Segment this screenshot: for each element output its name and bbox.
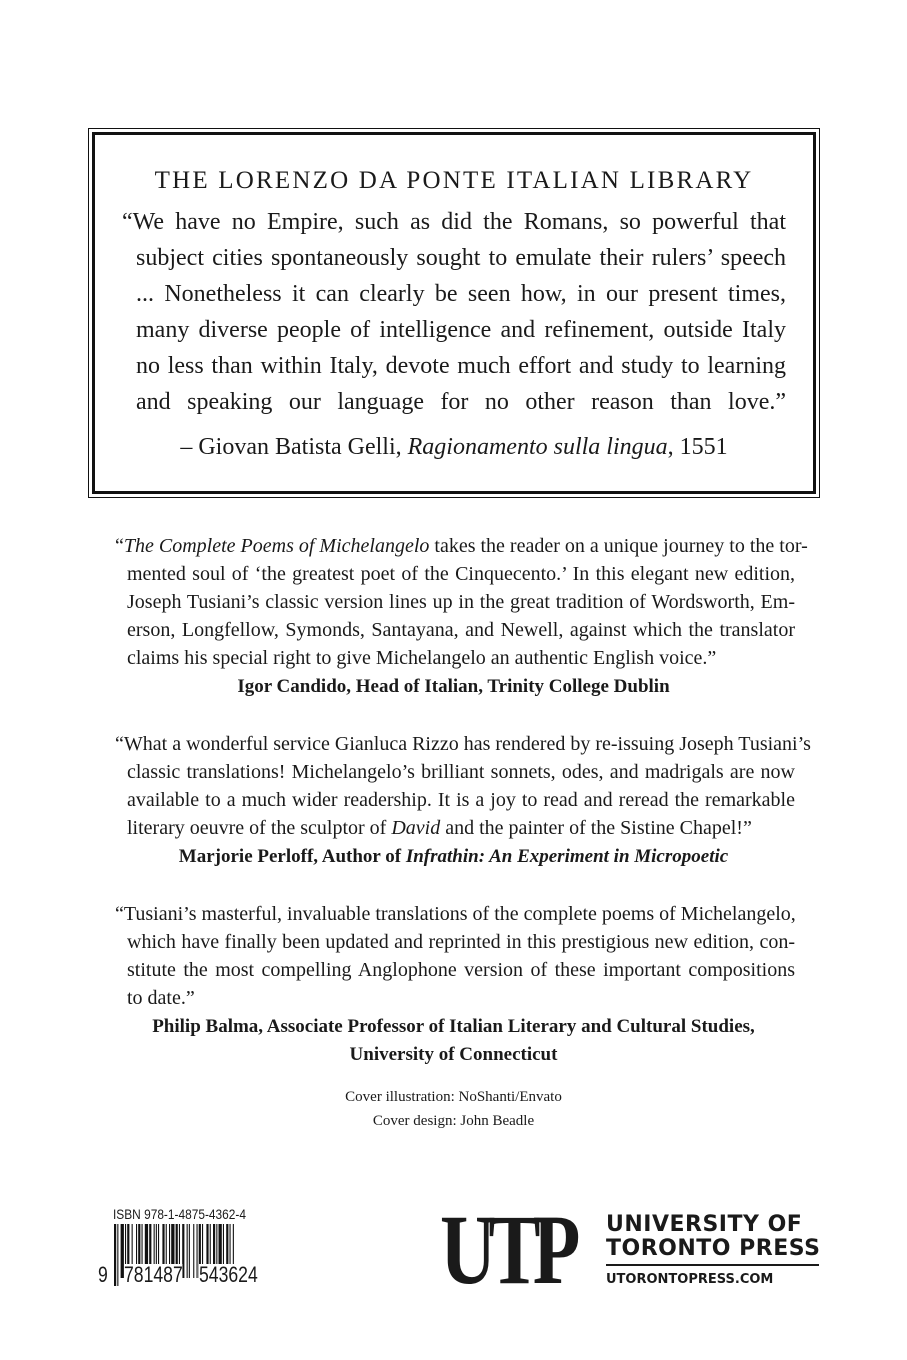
barcode-bar bbox=[189, 1224, 190, 1278]
review-attribution bbox=[100, 1044, 807, 1066]
series-quote-line: ... Nonetheless it can clearly be seen how, in our present times, bbox=[136, 281, 786, 307]
text-segment: and the painter of the Sistine Chapel!” bbox=[440, 817, 752, 839]
text-segment: “What a wonderful service Gianluca Rizzo has rendered by re-issuing Joseph Tusiani’s bbox=[115, 733, 811, 755]
attribution-year: , 1551 bbox=[667, 434, 728, 460]
barcode-bar bbox=[114, 1224, 116, 1286]
review-attribution bbox=[100, 846, 807, 868]
publisher-divider bbox=[606, 1264, 819, 1266]
text-segment: Joseph Tusiani’s classic version lines up in the great tradition of Wordsworth, Em- bbox=[127, 591, 795, 613]
review-attribution bbox=[100, 676, 807, 698]
review-attribution bbox=[100, 1016, 807, 1038]
barcode-bar bbox=[117, 1224, 118, 1286]
text-segment: claims his special right to give Michelangelo an authentic English voice.” bbox=[127, 647, 717, 669]
text-segment: Philip Balma, Associate Professor of Italian Literary and Cultural Studies, bbox=[152, 1016, 755, 1037]
series-quote-line: no less than within Italy, devote much effort and study to learning bbox=[136, 353, 786, 379]
text-segment: mented soul of ‘the greatest poet of the Cinquecento.’ In this elegant new edition, bbox=[127, 563, 795, 585]
barcode-bar bbox=[193, 1224, 194, 1278]
text-segment: “ bbox=[115, 535, 124, 557]
barcode-bar bbox=[197, 1224, 198, 1278]
text-segment: stitute the most compelling Anglophone version of these important compositions bbox=[127, 959, 795, 981]
review-line bbox=[127, 959, 795, 982]
publisher-name-line2: TORONTO PRESS bbox=[606, 1236, 821, 1261]
text-segment: classic translations! Michelangelo’s brilliant sonnets, odes, and madrigals are now bbox=[127, 761, 795, 783]
series-quote-attribution bbox=[89, 434, 819, 461]
italic-title: David bbox=[391, 817, 441, 839]
italic-title: The Complete Poems of Michelangelo bbox=[123, 535, 430, 557]
review-line bbox=[127, 619, 795, 642]
series-quote-line: and speaking our language for no other reason than love.” bbox=[136, 389, 786, 415]
review-line bbox=[115, 903, 795, 926]
series-quote-line: “We have no Empire, such as did the Romans, so powerful that bbox=[122, 209, 786, 235]
text-segment: University of Connecticut bbox=[349, 1044, 558, 1065]
barcode-digit-lead: 9 bbox=[98, 1262, 108, 1287]
review-line bbox=[127, 591, 795, 614]
isbn-text: ISBN 978-1-4875-4362-4 bbox=[113, 1206, 246, 1222]
text-segment: “Tusiani’s masterful, invaluable translations of the complete poems of Michelangelo, bbox=[115, 903, 796, 925]
review-line bbox=[127, 931, 795, 954]
review-line bbox=[127, 987, 795, 1010]
series-quote-line: subject cities spontaneously sought to emulate their rulers’ speech bbox=[136, 245, 786, 271]
utp-logo: UTP bbox=[440, 1194, 573, 1305]
cover-illustration-credit: Cover illustration: NoShanti/Envato bbox=[345, 1089, 562, 1105]
review-line bbox=[127, 817, 795, 840]
text-segment: to date.” bbox=[127, 987, 195, 1009]
text-segment: takes the reader on a unique journey to the tor- bbox=[429, 535, 808, 557]
barcode-digits-left: 781487 bbox=[124, 1262, 183, 1287]
review-line bbox=[127, 789, 795, 812]
cover-design-credit: Cover design: John Beadle bbox=[372, 1113, 535, 1129]
publisher-name-line1: UNIVERSITY OF bbox=[606, 1212, 803, 1237]
text-segment: erson, Longfellow, Symonds, Santayana, and Newell, against which the translator bbox=[127, 619, 795, 641]
publisher-url: UTORONTOPRESS.COM bbox=[606, 1272, 774, 1287]
text-segment: available to a much wider readership. It is a joy to read and reread the remarkable bbox=[127, 789, 795, 811]
review-line bbox=[127, 563, 795, 586]
attribution-work: Ragionamento sulla lingua bbox=[407, 434, 668, 460]
barcode-digits-right: 543624 bbox=[199, 1262, 258, 1287]
review-line bbox=[127, 761, 795, 784]
text-segment: literary oeuvre of the sculptor of bbox=[127, 817, 392, 839]
series-title: THE LORENZO DA PONTE ITALIAN LIBRARY bbox=[154, 167, 754, 194]
review-line bbox=[115, 535, 808, 558]
review-line bbox=[127, 647, 795, 670]
text-segment: Marjorie Perloff, Author of bbox=[178, 846, 406, 867]
attribution-author: – Giovan Batista Gelli, bbox=[180, 434, 408, 460]
text-segment: which have finally been updated and reprinted in this prestigious new edition, con- bbox=[127, 931, 795, 953]
series-box bbox=[88, 128, 820, 498]
italic-title: Infrathin: An Experiment in Micropoetic bbox=[405, 846, 729, 867]
review-line bbox=[115, 733, 811, 756]
series-quote-line: many diverse people of intelligence and refinement, outside Italy bbox=[136, 317, 786, 343]
barcode-bar bbox=[187, 1224, 188, 1278]
text-segment: Igor Candido, Head of Italian, Trinity College Dublin bbox=[237, 676, 670, 697]
